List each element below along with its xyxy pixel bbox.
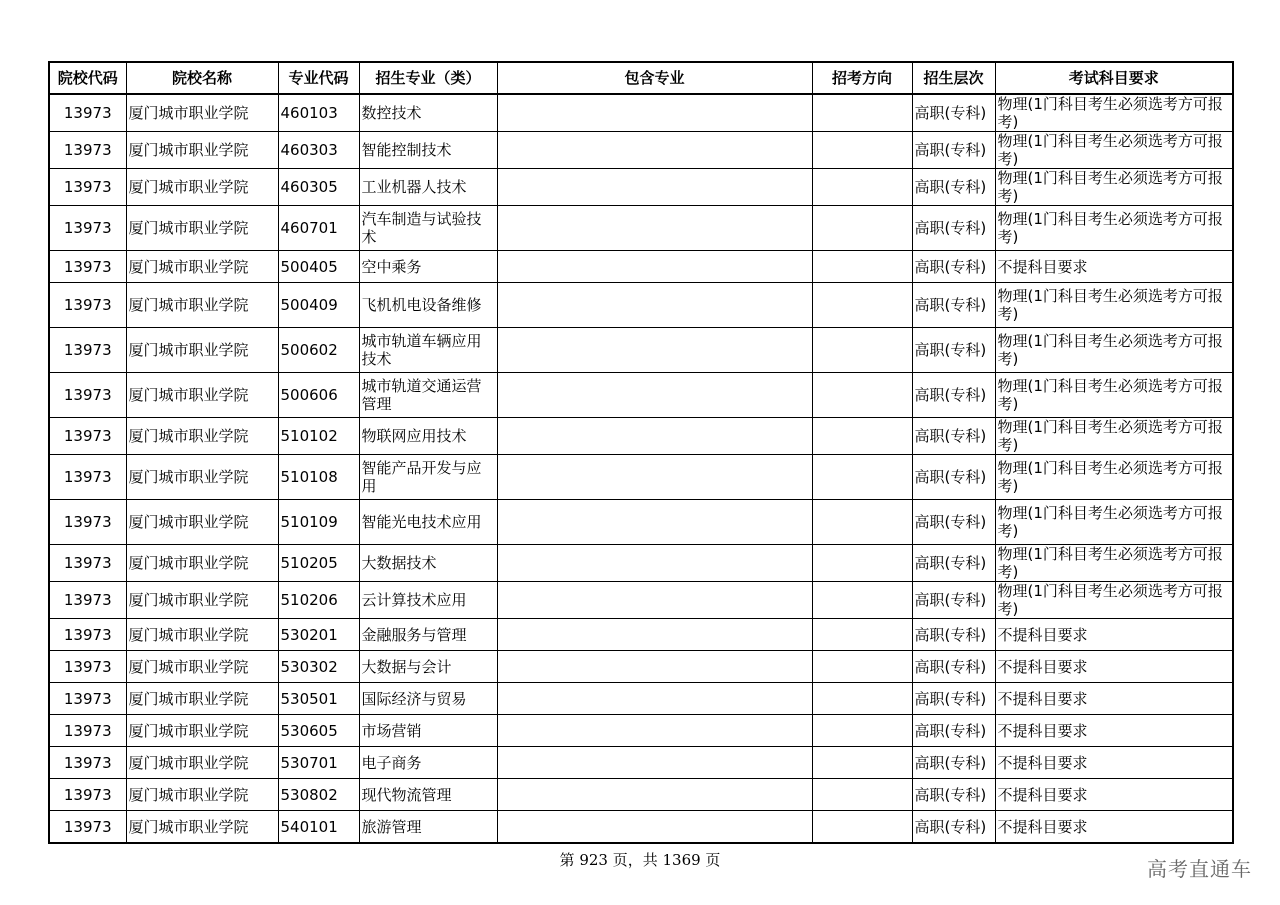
cell-direction xyxy=(812,683,912,715)
cell-subject-requirement: 物理(1门科目考生必须选考方可报考) xyxy=(995,455,1233,500)
cell-major: 智能控制技术 xyxy=(359,132,497,169)
cell-level: 高职(专科) xyxy=(912,651,995,683)
cell-level: 高职(专科) xyxy=(912,206,995,251)
cell-major-code: 500606 xyxy=(278,373,359,418)
table-row xyxy=(49,418,1233,455)
cell-school-code: 13973 xyxy=(49,328,126,373)
cell-major-code: 500602 xyxy=(278,328,359,373)
table-row xyxy=(49,779,1233,811)
cell-subject-requirement: 不提科目要求 xyxy=(995,715,1233,747)
cell-level: 高职(专科) xyxy=(912,418,995,455)
cell-major-code: 500409 xyxy=(278,283,359,328)
cell-school-name: 厦门城市职业学院 xyxy=(126,132,278,169)
cell-major-code: 530605 xyxy=(278,715,359,747)
table-row xyxy=(49,545,1233,582)
cell-included-majors xyxy=(497,715,812,747)
cell-subject-requirement: 物理(1门科目考生必须选考方可报考) xyxy=(995,169,1233,206)
header-major: 招生专业（类） xyxy=(359,62,497,94)
cell-level: 高职(专科) xyxy=(912,779,995,811)
cell-direction xyxy=(812,251,912,283)
cell-included-majors xyxy=(497,619,812,651)
cell-school-name: 厦门城市职业学院 xyxy=(126,619,278,651)
header-school-code: 院校代码 xyxy=(49,62,126,94)
cell-included-majors xyxy=(497,328,812,373)
cell-major: 物联网应用技术 xyxy=(359,418,497,455)
cell-direction xyxy=(812,169,912,206)
table-row xyxy=(49,169,1233,206)
cell-school-name: 厦门城市职业学院 xyxy=(126,251,278,283)
cell-included-majors xyxy=(497,94,812,132)
table-row xyxy=(49,582,1233,619)
cell-major-code: 460103 xyxy=(278,94,359,132)
cell-subject-requirement: 不提科目要求 xyxy=(995,683,1233,715)
cell-included-majors xyxy=(497,373,812,418)
cell-school-name: 厦门城市职业学院 xyxy=(126,747,278,779)
header-subject-requirement: 考试科目要求 xyxy=(995,62,1233,94)
cell-major-code: 460701 xyxy=(278,206,359,251)
cell-major: 市场营销 xyxy=(359,715,497,747)
cell-major: 国际经济与贸易 xyxy=(359,683,497,715)
cell-school-code: 13973 xyxy=(49,811,126,844)
cell-major-code: 540101 xyxy=(278,811,359,844)
cell-included-majors xyxy=(497,545,812,582)
table-row xyxy=(49,94,1233,132)
cell-level: 高职(专科) xyxy=(912,683,995,715)
cell-direction xyxy=(812,619,912,651)
cell-included-majors xyxy=(497,811,812,844)
cell-subject-requirement: 物理(1门科目考生必须选考方可报考) xyxy=(995,94,1233,132)
cell-level: 高职(专科) xyxy=(912,500,995,545)
cell-school-name: 厦门城市职业学院 xyxy=(126,455,278,500)
cell-direction xyxy=(812,94,912,132)
cell-major: 汽车制造与试验技术 xyxy=(359,206,497,251)
cell-included-majors xyxy=(497,651,812,683)
cell-school-code: 13973 xyxy=(49,132,126,169)
page-number: 第 923 页，共 1369 页 xyxy=(559,851,721,869)
header-included-majors: 包含专业 xyxy=(497,62,812,94)
cell-subject-requirement: 物理(1门科目考生必须选考方可报考) xyxy=(995,582,1233,619)
cell-major-code: 530501 xyxy=(278,683,359,715)
cell-major-code: 510108 xyxy=(278,455,359,500)
cell-level: 高职(专科) xyxy=(912,132,995,169)
cell-major-code: 530302 xyxy=(278,651,359,683)
cell-major: 云计算技术应用 xyxy=(359,582,497,619)
cell-school-code: 13973 xyxy=(49,500,126,545)
cell-level: 高职(专科) xyxy=(912,455,995,500)
cell-included-majors xyxy=(497,779,812,811)
table-row xyxy=(49,500,1233,545)
cell-school-code: 13973 xyxy=(49,747,126,779)
table-row xyxy=(49,715,1233,747)
cell-direction xyxy=(812,132,912,169)
cell-level: 高职(专科) xyxy=(912,747,995,779)
cell-major: 城市轨道车辆应用技术 xyxy=(359,328,497,373)
cell-major-code: 530201 xyxy=(278,619,359,651)
cell-direction xyxy=(812,779,912,811)
cell-major: 空中乘务 xyxy=(359,251,497,283)
cell-level: 高职(专科) xyxy=(912,328,995,373)
cell-level: 高职(专科) xyxy=(912,811,995,844)
cell-direction xyxy=(812,283,912,328)
header-direction: 招考方向 xyxy=(812,62,912,94)
cell-level: 高职(专科) xyxy=(912,169,995,206)
cell-direction xyxy=(812,545,912,582)
table-row xyxy=(49,619,1233,651)
cell-direction xyxy=(812,373,912,418)
cell-major: 电子商务 xyxy=(359,747,497,779)
table-row xyxy=(49,747,1233,779)
cell-major-code: 510102 xyxy=(278,418,359,455)
cell-subject-requirement: 物理(1门科目考生必须选考方可报考) xyxy=(995,283,1233,328)
table-row xyxy=(49,283,1233,328)
cell-level: 高职(专科) xyxy=(912,582,995,619)
cell-included-majors xyxy=(497,582,812,619)
cell-school-name: 厦门城市职业学院 xyxy=(126,500,278,545)
table-row xyxy=(49,132,1233,169)
cell-school-code: 13973 xyxy=(49,779,126,811)
cell-school-code: 13973 xyxy=(49,418,126,455)
cell-school-name: 厦门城市职业学院 xyxy=(126,779,278,811)
cell-direction xyxy=(812,582,912,619)
cell-major-code: 500405 xyxy=(278,251,359,283)
cell-included-majors xyxy=(497,132,812,169)
cell-major: 城市轨道交通运营管理 xyxy=(359,373,497,418)
table-row xyxy=(49,328,1233,373)
cell-school-name: 厦门城市职业学院 xyxy=(126,545,278,582)
cell-subject-requirement: 不提科目要求 xyxy=(995,251,1233,283)
cell-school-code: 13973 xyxy=(49,619,126,651)
cell-included-majors xyxy=(497,418,812,455)
admissions-table xyxy=(48,61,1234,844)
cell-subject-requirement: 物理(1门科目考生必须选考方可报考) xyxy=(995,500,1233,545)
cell-school-name: 厦门城市职业学院 xyxy=(126,582,278,619)
cell-major: 旅游管理 xyxy=(359,811,497,844)
cell-major: 智能光电技术应用 xyxy=(359,500,497,545)
cell-school-name: 厦门城市职业学院 xyxy=(126,94,278,132)
cell-school-name: 厦门城市职业学院 xyxy=(126,811,278,844)
cell-school-code: 13973 xyxy=(49,455,126,500)
table-row xyxy=(49,251,1233,283)
cell-major-code: 460303 xyxy=(278,132,359,169)
cell-school-name: 厦门城市职业学院 xyxy=(126,683,278,715)
cell-subject-requirement: 物理(1门科目考生必须选考方可报考) xyxy=(995,545,1233,582)
cell-major: 智能产品开发与应用 xyxy=(359,455,497,500)
cell-level: 高职(专科) xyxy=(912,715,995,747)
cell-major: 大数据技术 xyxy=(359,545,497,582)
cell-major: 飞机机电设备维修 xyxy=(359,283,497,328)
cell-major-code: 530802 xyxy=(278,779,359,811)
cell-subject-requirement: 物理(1门科目考生必须选考方可报考) xyxy=(995,132,1233,169)
cell-school-code: 13973 xyxy=(49,251,126,283)
cell-major-code: 530701 xyxy=(278,747,359,779)
watermark-text: 高考直通车 xyxy=(1147,857,1252,881)
cell-major: 工业机器人技术 xyxy=(359,169,497,206)
cell-school-code: 13973 xyxy=(49,545,126,582)
cell-subject-requirement: 不提科目要求 xyxy=(995,651,1233,683)
cell-direction xyxy=(812,651,912,683)
header-school-name: 院校名称 xyxy=(126,62,278,94)
cell-school-code: 13973 xyxy=(49,94,126,132)
table-row xyxy=(49,811,1233,844)
table-header-row xyxy=(49,62,1233,94)
cell-major-code: 460305 xyxy=(278,169,359,206)
cell-subject-requirement: 不提科目要求 xyxy=(995,811,1233,844)
cell-level: 高职(专科) xyxy=(912,283,995,328)
header-major-code: 专业代码 xyxy=(278,62,359,94)
cell-direction xyxy=(812,747,912,779)
cell-included-majors xyxy=(497,455,812,500)
table-body xyxy=(49,94,1233,843)
table-row xyxy=(49,455,1233,500)
table-row xyxy=(49,206,1233,251)
cell-school-code: 13973 xyxy=(49,683,126,715)
cell-subject-requirement: 不提科目要求 xyxy=(995,779,1233,811)
table-row xyxy=(49,683,1233,715)
cell-included-majors xyxy=(497,683,812,715)
cell-level: 高职(专科) xyxy=(912,251,995,283)
cell-major: 现代物流管理 xyxy=(359,779,497,811)
cell-school-code: 13973 xyxy=(49,582,126,619)
cell-major: 数控技术 xyxy=(359,94,497,132)
cell-school-code: 13973 xyxy=(49,715,126,747)
cell-school-name: 厦门城市职业学院 xyxy=(126,283,278,328)
cell-direction xyxy=(812,328,912,373)
table-row xyxy=(49,373,1233,418)
cell-direction xyxy=(812,715,912,747)
cell-major-code: 510206 xyxy=(278,582,359,619)
cell-included-majors xyxy=(497,500,812,545)
cell-major-code: 510109 xyxy=(278,500,359,545)
cell-subject-requirement: 物理(1门科目考生必须选考方可报考) xyxy=(995,418,1233,455)
header-level: 招生层次 xyxy=(912,62,995,94)
cell-included-majors xyxy=(497,283,812,328)
cell-school-code: 13973 xyxy=(49,651,126,683)
cell-subject-requirement: 不提科目要求 xyxy=(995,747,1233,779)
cell-subject-requirement: 物理(1门科目考生必须选考方可报考) xyxy=(995,373,1233,418)
cell-subject-requirement: 物理(1门科目考生必须选考方可报考) xyxy=(995,328,1233,373)
cell-direction xyxy=(812,206,912,251)
cell-included-majors xyxy=(497,169,812,206)
cell-included-majors xyxy=(497,251,812,283)
cell-school-name: 厦门城市职业学院 xyxy=(126,418,278,455)
cell-level: 高职(专科) xyxy=(912,619,995,651)
cell-included-majors xyxy=(497,206,812,251)
cell-school-code: 13973 xyxy=(49,373,126,418)
cell-level: 高职(专科) xyxy=(912,373,995,418)
cell-major-code: 510205 xyxy=(278,545,359,582)
cell-school-name: 厦门城市职业学院 xyxy=(126,651,278,683)
cell-major: 金融服务与管理 xyxy=(359,619,497,651)
cell-school-name: 厦门城市职业学院 xyxy=(126,206,278,251)
table-row xyxy=(49,651,1233,683)
cell-subject-requirement: 物理(1门科目考生必须选考方可报考) xyxy=(995,206,1233,251)
cell-direction xyxy=(812,455,912,500)
cell-direction xyxy=(812,418,912,455)
cell-subject-requirement: 不提科目要求 xyxy=(995,619,1233,651)
cell-school-code: 13973 xyxy=(49,283,126,328)
cell-school-code: 13973 xyxy=(49,206,126,251)
cell-direction xyxy=(812,811,912,844)
cell-included-majors xyxy=(497,747,812,779)
cell-level: 高职(专科) xyxy=(912,94,995,132)
cell-school-name: 厦门城市职业学院 xyxy=(126,715,278,747)
cell-school-code: 13973 xyxy=(49,169,126,206)
cell-major: 大数据与会计 xyxy=(359,651,497,683)
cell-level: 高职(专科) xyxy=(912,545,995,582)
cell-direction xyxy=(812,500,912,545)
cell-school-name: 厦门城市职业学院 xyxy=(126,169,278,206)
cell-school-name: 厦门城市职业学院 xyxy=(126,328,278,373)
cell-school-name: 厦门城市职业学院 xyxy=(126,373,278,418)
